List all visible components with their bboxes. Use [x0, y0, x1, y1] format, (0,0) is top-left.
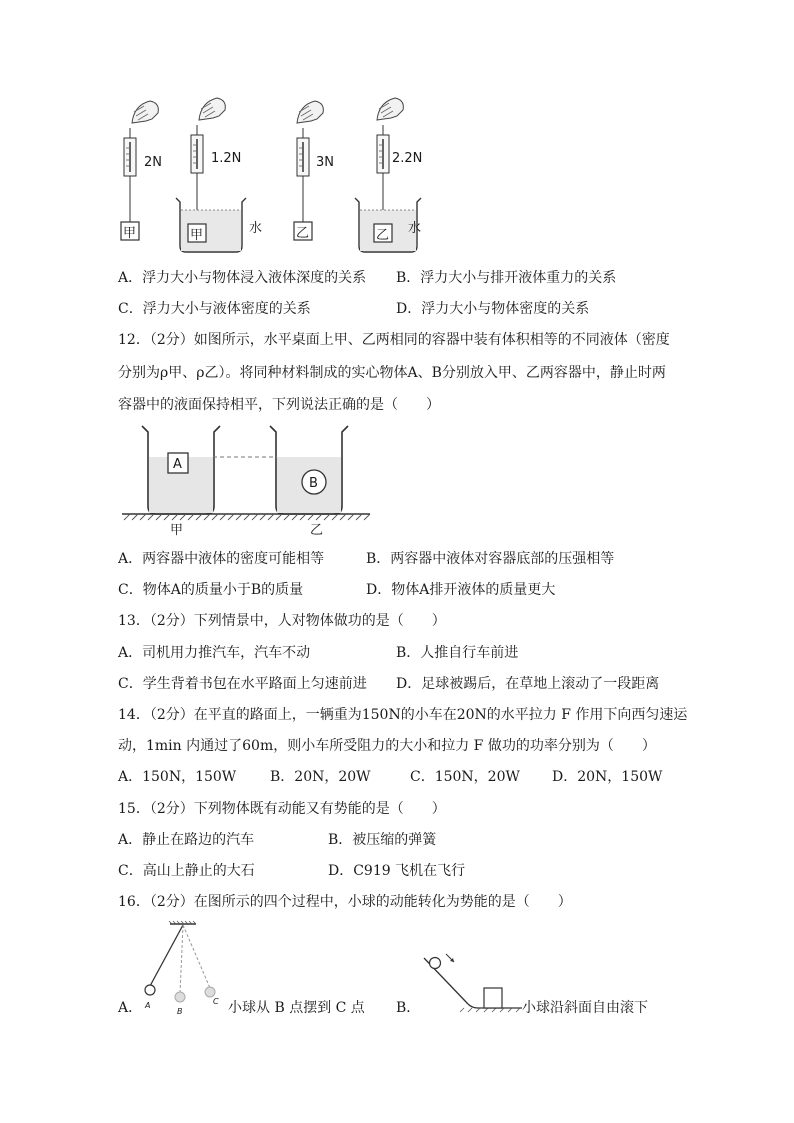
q16-stem: 16．（2分）在图所示的四个过程中，小球的动能转化为势能的是（ ） — [118, 894, 572, 910]
container-right-label: 乙 — [310, 523, 324, 538]
reading-1: 2N — [144, 155, 162, 170]
q14-stem-line-2: 动，1min 内通过了60m，则小车所受阻力的大小和拉力 F 做功的功率分别为（ ） — [118, 738, 656, 754]
q13-stem: 13．（2分）下列情景中，人对物体做功的是（ ） — [118, 613, 446, 629]
pendulum-figure — [140, 922, 230, 1022]
object-label-4: 乙 — [376, 228, 390, 243]
spring-scale-2 — [176, 98, 246, 252]
spring-scale-3 — [294, 101, 323, 240]
q14-option-c[interactable]: C．150N，20W — [410, 769, 520, 785]
q12-stem-line-2: 分别为ρ甲、ρ乙）。将同种材料制成的实心物体A、B分别放入甲、乙两容器中，静止时两 — [118, 365, 666, 381]
reading-3: 3N — [316, 155, 334, 170]
q12-option-b[interactable]: B．两容器中液体对容器底部的压强相等 — [366, 551, 615, 567]
q12-stem-line-1: 12．（2分）如图所示，水平桌面上甲、乙两相同的容器中装有体积相等的不同液体（密度 — [118, 332, 670, 348]
object-label-3: 乙 — [296, 226, 310, 241]
q15-option-d[interactable]: D．C919 飞机在飞行 — [328, 863, 466, 879]
object-label-1: 甲 — [123, 226, 137, 241]
q14-option-d[interactable]: D．20N，150W — [552, 769, 663, 785]
liquid-label-2: 水 — [408, 221, 422, 236]
pendulum-point-b: B — [177, 1007, 183, 1016]
q13-option-a[interactable]: A．司机用力推汽车，汽车不动 — [118, 645, 311, 661]
q12-stem-line-3: 容器中的液面保持相平，下列说法正确的是（ ） — [118, 397, 440, 413]
q16-option-a-caption: 小球从 B 点摆到 C 点 — [228, 1000, 365, 1016]
q13-option-b[interactable]: B．人推自行车前进 — [396, 645, 519, 661]
q12-option-c[interactable]: C．物体A的质量小于B的质量 — [118, 582, 304, 598]
q16-option-a-letter[interactable]: A． — [118, 1000, 143, 1016]
q16-option-b-caption: 小球沿斜面自由滚下 — [522, 1000, 648, 1016]
q13-option-d[interactable]: D．足球被踢后，在草地上滚动了一段距离 — [396, 676, 660, 692]
q11-option-d[interactable]: D．浮力大小与物体密度的关系 — [396, 301, 590, 317]
object-label-2: 甲 — [190, 228, 204, 243]
q14-option-a[interactable]: A．150N，150W — [118, 769, 237, 785]
reading-2: 1.2N — [211, 151, 242, 166]
container-left-label: 甲 — [170, 523, 184, 538]
q12-option-d[interactable]: D．物体A排开液体的质量更大 — [366, 582, 556, 598]
q11-option-b[interactable]: B．浮力大小与排开液体重力的关系 — [396, 270, 617, 286]
q12-container-figure — [118, 420, 378, 540]
pendulum-point-c: C — [213, 997, 219, 1006]
q11-option-c[interactable]: C．浮力大小与液体密度的关系 — [118, 301, 311, 317]
block-a-label: A — [173, 457, 182, 472]
buoyancy-experiment-figure — [110, 98, 440, 258]
ball-b-label: B — [309, 476, 318, 491]
q16-option-b-letter[interactable]: B． — [396, 1000, 421, 1016]
q14-option-b[interactable]: B．20N，20W — [270, 769, 371, 785]
q14-stem-line-1: 14．（2分）在平直的路面上，一辆重为150N的小车在20N的水平拉力 F 作用下向西匀速运 — [118, 707, 688, 723]
spring-scale-1 — [121, 101, 158, 240]
q15-option-c[interactable]: C．高山上静止的大石 — [118, 863, 255, 879]
q11-option-a[interactable]: A．浮力大小与物体浸入液体深度的关系 — [118, 270, 367, 286]
q15-stem: 15．（2分）下列物体既有动能又有势能的是（ ） — [118, 801, 446, 817]
q12-option-a[interactable]: A．两容器中液体的密度可能相等 — [118, 551, 325, 567]
q15-option-a[interactable]: A．静止在路边的汽车 — [118, 832, 255, 848]
pendulum-point-a: A — [145, 1001, 151, 1010]
q13-option-c[interactable]: C．学生背着书包在水平路面上匀速前进 — [118, 676, 367, 692]
q15-option-b[interactable]: B．被压缩的弹簧 — [328, 832, 437, 848]
reading-4: 2.2N — [392, 151, 423, 166]
incline-figure — [420, 950, 526, 1016]
liquid-label-1: 水 — [249, 221, 263, 236]
